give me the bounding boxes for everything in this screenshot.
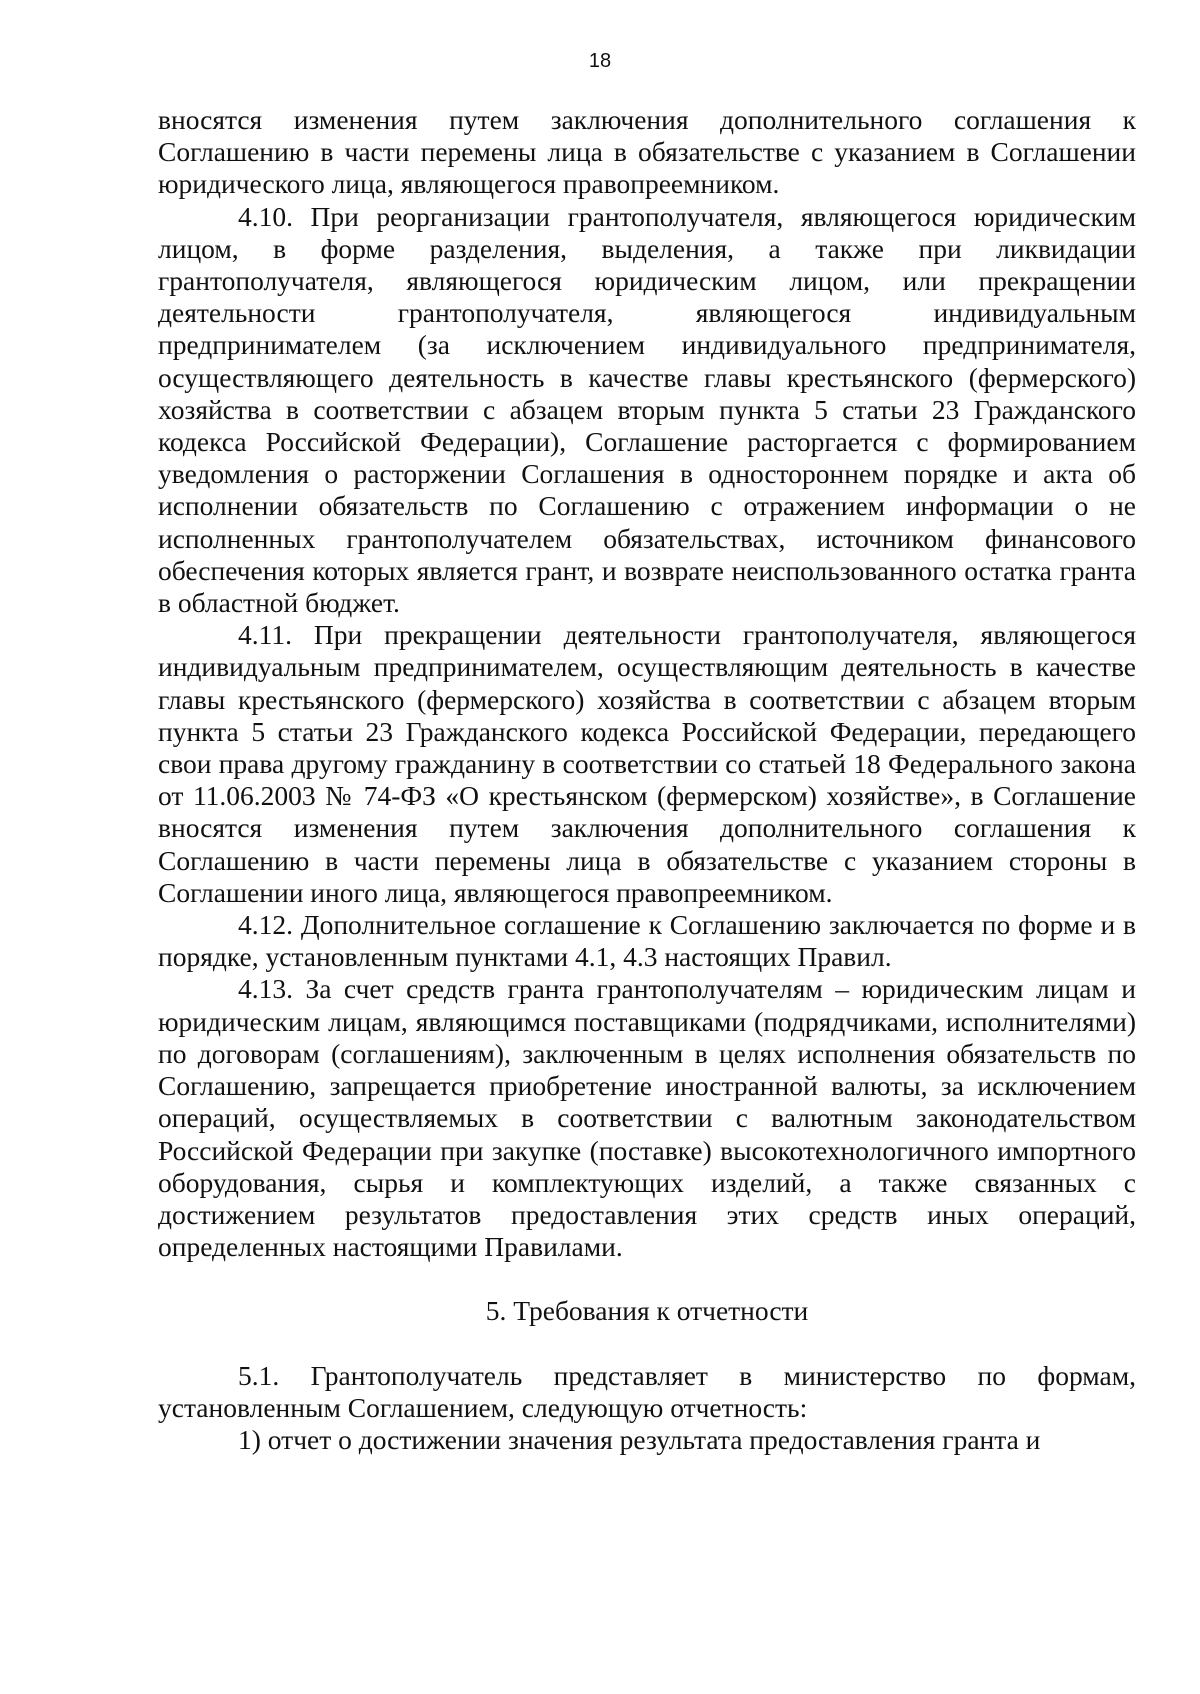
paragraph-continuation: вносятся изменения путем заключения дополнительного соглашения к Соглашению в части перемены лица в обязательстве с указанием в Соглашении юридического лица, являющегося правопреемником.	[158, 104, 1136, 200]
paragraph-4-10: 4.10. При реорганизации грантополучателя, являющегося юридическим лицом, в форме разделения, выделения, а также при ликвидации грантополучателя, являющегося юридическим лицом, или прекращении деятельности грантополучателя, являющегося индивидуальным предпринимателем (за исключением индивидуального предпринимателя, осуществляющего деятельность в качестве главы крестьянского (фермерского) хозяйства в соответствии с абзацем вторым пункта 5 статьи 23 Гражданского кодекса Российской Федерации), Соглашение расторгается с формированием уведомления о расторжении Соглашения в одностороннем порядке и акта об исполнении обязательств по Соглашению с отражением информации о не исполненных грантополучателем обязательствах, источником финансового обеспечения которых является грант, и возврате неиспользованного остатка гранта в областной бюджет.	[158, 200, 1136, 619]
paragraph-4-11: 4.11. При прекращении деятельности грантополучателя, являющегося индивидуальным предпринимателем, осуществляющим деятельность в качестве главы крестьянского (фермерского) хозяйства в соответствии с абзацем вторым пункта 5 статьи 23 Гражданского кодекса Российской Федерации, передающего свои права другому гражданину в соответствии со статьей 18 Федерального закона от 11.06.2003 № 74-ФЗ «О крестьянском (фермерском) хозяйстве», в Соглашение вносятся изменения путем заключения дополнительного соглашения к Соглашению в части перемены лица в обязательстве с указанием стороны в Соглашении иного лица, являющегося правопреемником.	[158, 619, 1136, 908]
paragraph-4-12: 4.12. Дополнительное соглашение к Соглашению заключается по форме и в порядке, установленным пунктами 4.1, 4.3 настоящих Правил.	[158, 909, 1136, 973]
document-body	[158, 104, 1136, 1456]
page-number: 18	[588, 50, 612, 72]
section-heading: 5. Требования к отчетности	[485, 1295, 809, 1327]
list-item-1: 1) отчет о достижении значения результата предоставления гранта и	[238, 1423, 1041, 1455]
paragraph-4-13: 4.13. За счет средств гранта грантополучателям – юридическим лицам и юридическим лицам, являющимся поставщиками (подрядчиками, исполнителями) по договорам (соглашениям), заключенным в целях исполнения обязательств по Соглашению, запрещается приобретение иностранной валюты, за исключением операций, осуществляемых в соответствии с валютным законодательством Российской Федерации при закупке (поставке) высокотехнологичного импортного оборудования, сырья и комплектующих изделий, а также связанных с достижением результатов предоставления этих средств иных операций, определенных настоящими Правилами.	[158, 973, 1136, 1263]
paragraph-5-1: 5.1. Грантополучатель представляет в министерство по формам, установленным Соглашением, следующую отчетность:	[158, 1359, 1136, 1423]
